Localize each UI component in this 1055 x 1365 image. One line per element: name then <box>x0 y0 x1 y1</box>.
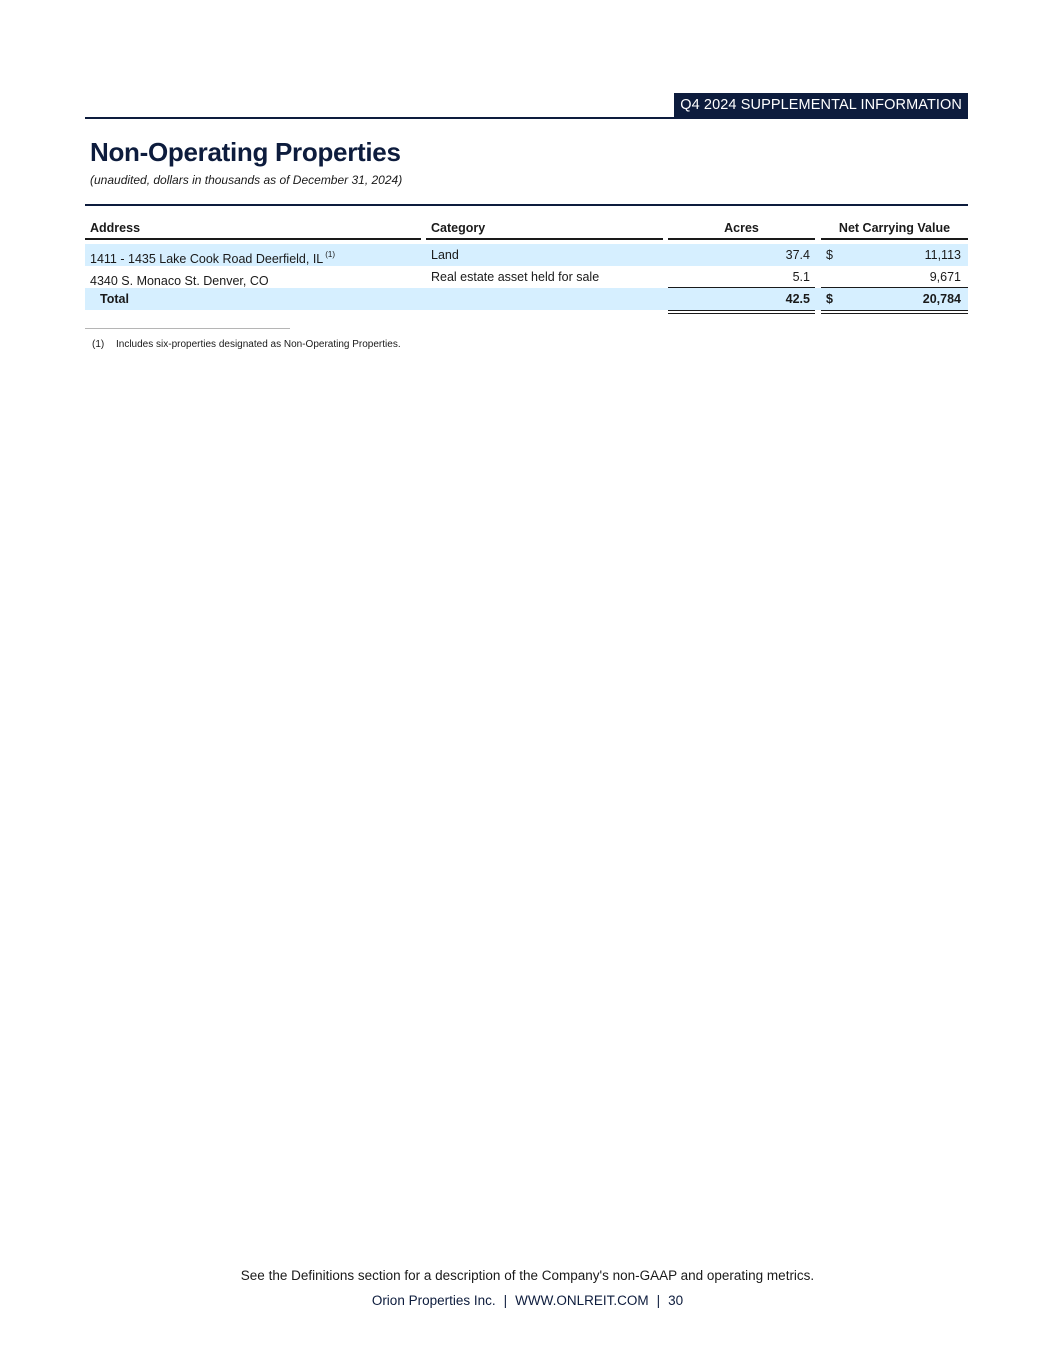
footer-separator: | <box>503 1293 508 1308</box>
total-value: 20,784 <box>922 292 961 306</box>
header-underline <box>85 238 421 240</box>
address-text: 4340 S. Monaco St. Denver, CO <box>90 274 269 288</box>
currency-symbol: $ <box>826 292 833 306</box>
total-double-rule <box>821 310 968 311</box>
page-title: Non-Operating Properties <box>90 137 401 167</box>
header-divider <box>85 117 968 119</box>
total-double-rule <box>668 310 815 311</box>
footnote-divider <box>85 328 290 329</box>
column-header-net-carrying-value: Net Carrying Value <box>838 221 951 235</box>
total-label: Total <box>100 292 129 306</box>
footnote-ref: (1) <box>325 250 336 259</box>
total-double-rule <box>821 313 968 314</box>
column-header-acres: Acres <box>724 221 759 235</box>
category-cell: Land <box>431 248 459 262</box>
acres-cell: 5.1 <box>792 270 810 284</box>
total-double-rule <box>668 313 815 314</box>
column-header-address: Address <box>90 221 141 235</box>
table-top-divider <box>85 204 968 206</box>
page-number: 30 <box>668 1293 684 1308</box>
header-underline <box>426 238 663 240</box>
address-text: 1411 - 1435 Lake Cook Road Deerfield, IL <box>90 252 324 266</box>
table-row <box>85 244 968 266</box>
footnote-text: Includes six-properties designated as Non-Operating Properties. <box>116 339 401 350</box>
report-section-tag: Q4 2024 SUPPLEMENTAL INFORMATION <box>674 93 968 118</box>
header-underline <box>668 238 815 240</box>
website-link[interactable]: WWW.ONLREIT.COM <box>515 1293 649 1308</box>
footnote <box>92 339 401 350</box>
footnote-number: (1) <box>92 339 105 350</box>
column-header-category: Category <box>431 221 486 235</box>
footer-line <box>0 1293 1055 1308</box>
acres-cell: 37.4 <box>785 248 810 262</box>
footer-separator: | <box>656 1293 661 1308</box>
company-name: Orion Properties Inc. <box>371 1293 496 1308</box>
footer-note: See the Definitions section for a description of the Company's non-GAAP and operating metrics. <box>240 1268 815 1283</box>
value-cell: 11,113 <box>924 248 961 262</box>
table-total-row <box>85 288 968 310</box>
header-underline <box>821 238 968 240</box>
table-row <box>85 266 968 288</box>
total-acres: 42.5 <box>785 292 810 306</box>
category-cell: Real estate asset held for sale <box>431 270 600 284</box>
currency-symbol: $ <box>826 248 833 262</box>
value-cell: 9,671 <box>929 270 961 284</box>
page-subtitle: (unaudited, dollars in thousands as of December 31, 2024) <box>90 173 403 187</box>
